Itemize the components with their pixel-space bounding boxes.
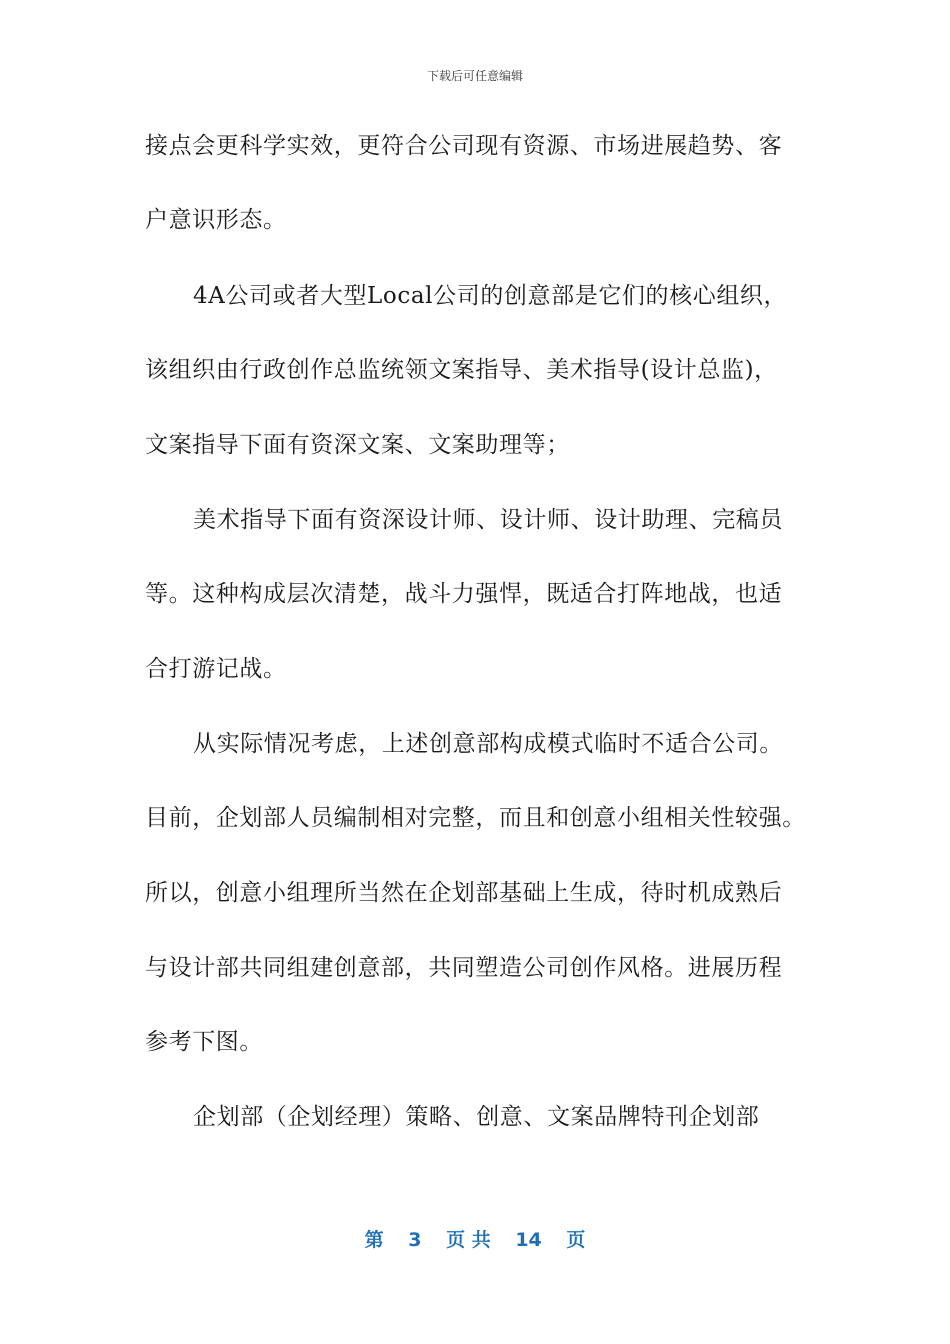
text-line: 等。这种构成层次清楚，战斗力强悍，既适合打阵地战，也适: [145, 581, 783, 607]
page-header: 下载后可任意编辑: [426, 69, 523, 83]
text-line: 该组织由行政创作总监统领文案指导、美术指导(设计总监)，: [145, 357, 778, 383]
text-line: 户意识形态。: [145, 207, 287, 233]
text-line: 与设计部共同组建创意部，共同塑造公司创作风格。进展历程: [145, 955, 783, 981]
text-line: 从实际情况考虑，上述创意部构成模式临时不适合公司。: [193, 731, 783, 757]
text-line: 合打游记战。: [145, 656, 287, 682]
text-line: 美术指导下面有资深设计师、设计师、设计助理、完稿员: [193, 507, 783, 533]
text-line: 参考下图。: [145, 1029, 263, 1055]
text-line: 文案指导下面有资深文案、文案助理等；: [145, 432, 570, 458]
text-line: 所以，创意小组理所当然在企划部基础上生成，待时机成熟后: [145, 880, 783, 906]
text-line: 企划部（企划经理）策略、创意、文案品牌特刊企划部: [193, 1104, 760, 1130]
text-line: 接点会更科学实效，更符合公司现有资源、市场进展趋势、客: [145, 133, 783, 159]
footer-prefix: 第: [364, 1229, 384, 1251]
text-line: 目前，企划部人员编制相对完整，而且和创意小组相关性较强。: [145, 805, 806, 831]
current-page-number: 3: [408, 1229, 422, 1251]
footer-suffix: 页: [566, 1229, 586, 1251]
text-line: 4A公司或者大型Local公司的创意部是它们的核心组织，: [193, 283, 788, 309]
footer-middle: 页 共: [446, 1229, 491, 1251]
total-pages-number: 14: [515, 1229, 542, 1251]
page-number-footer: [0, 1225, 950, 1252]
